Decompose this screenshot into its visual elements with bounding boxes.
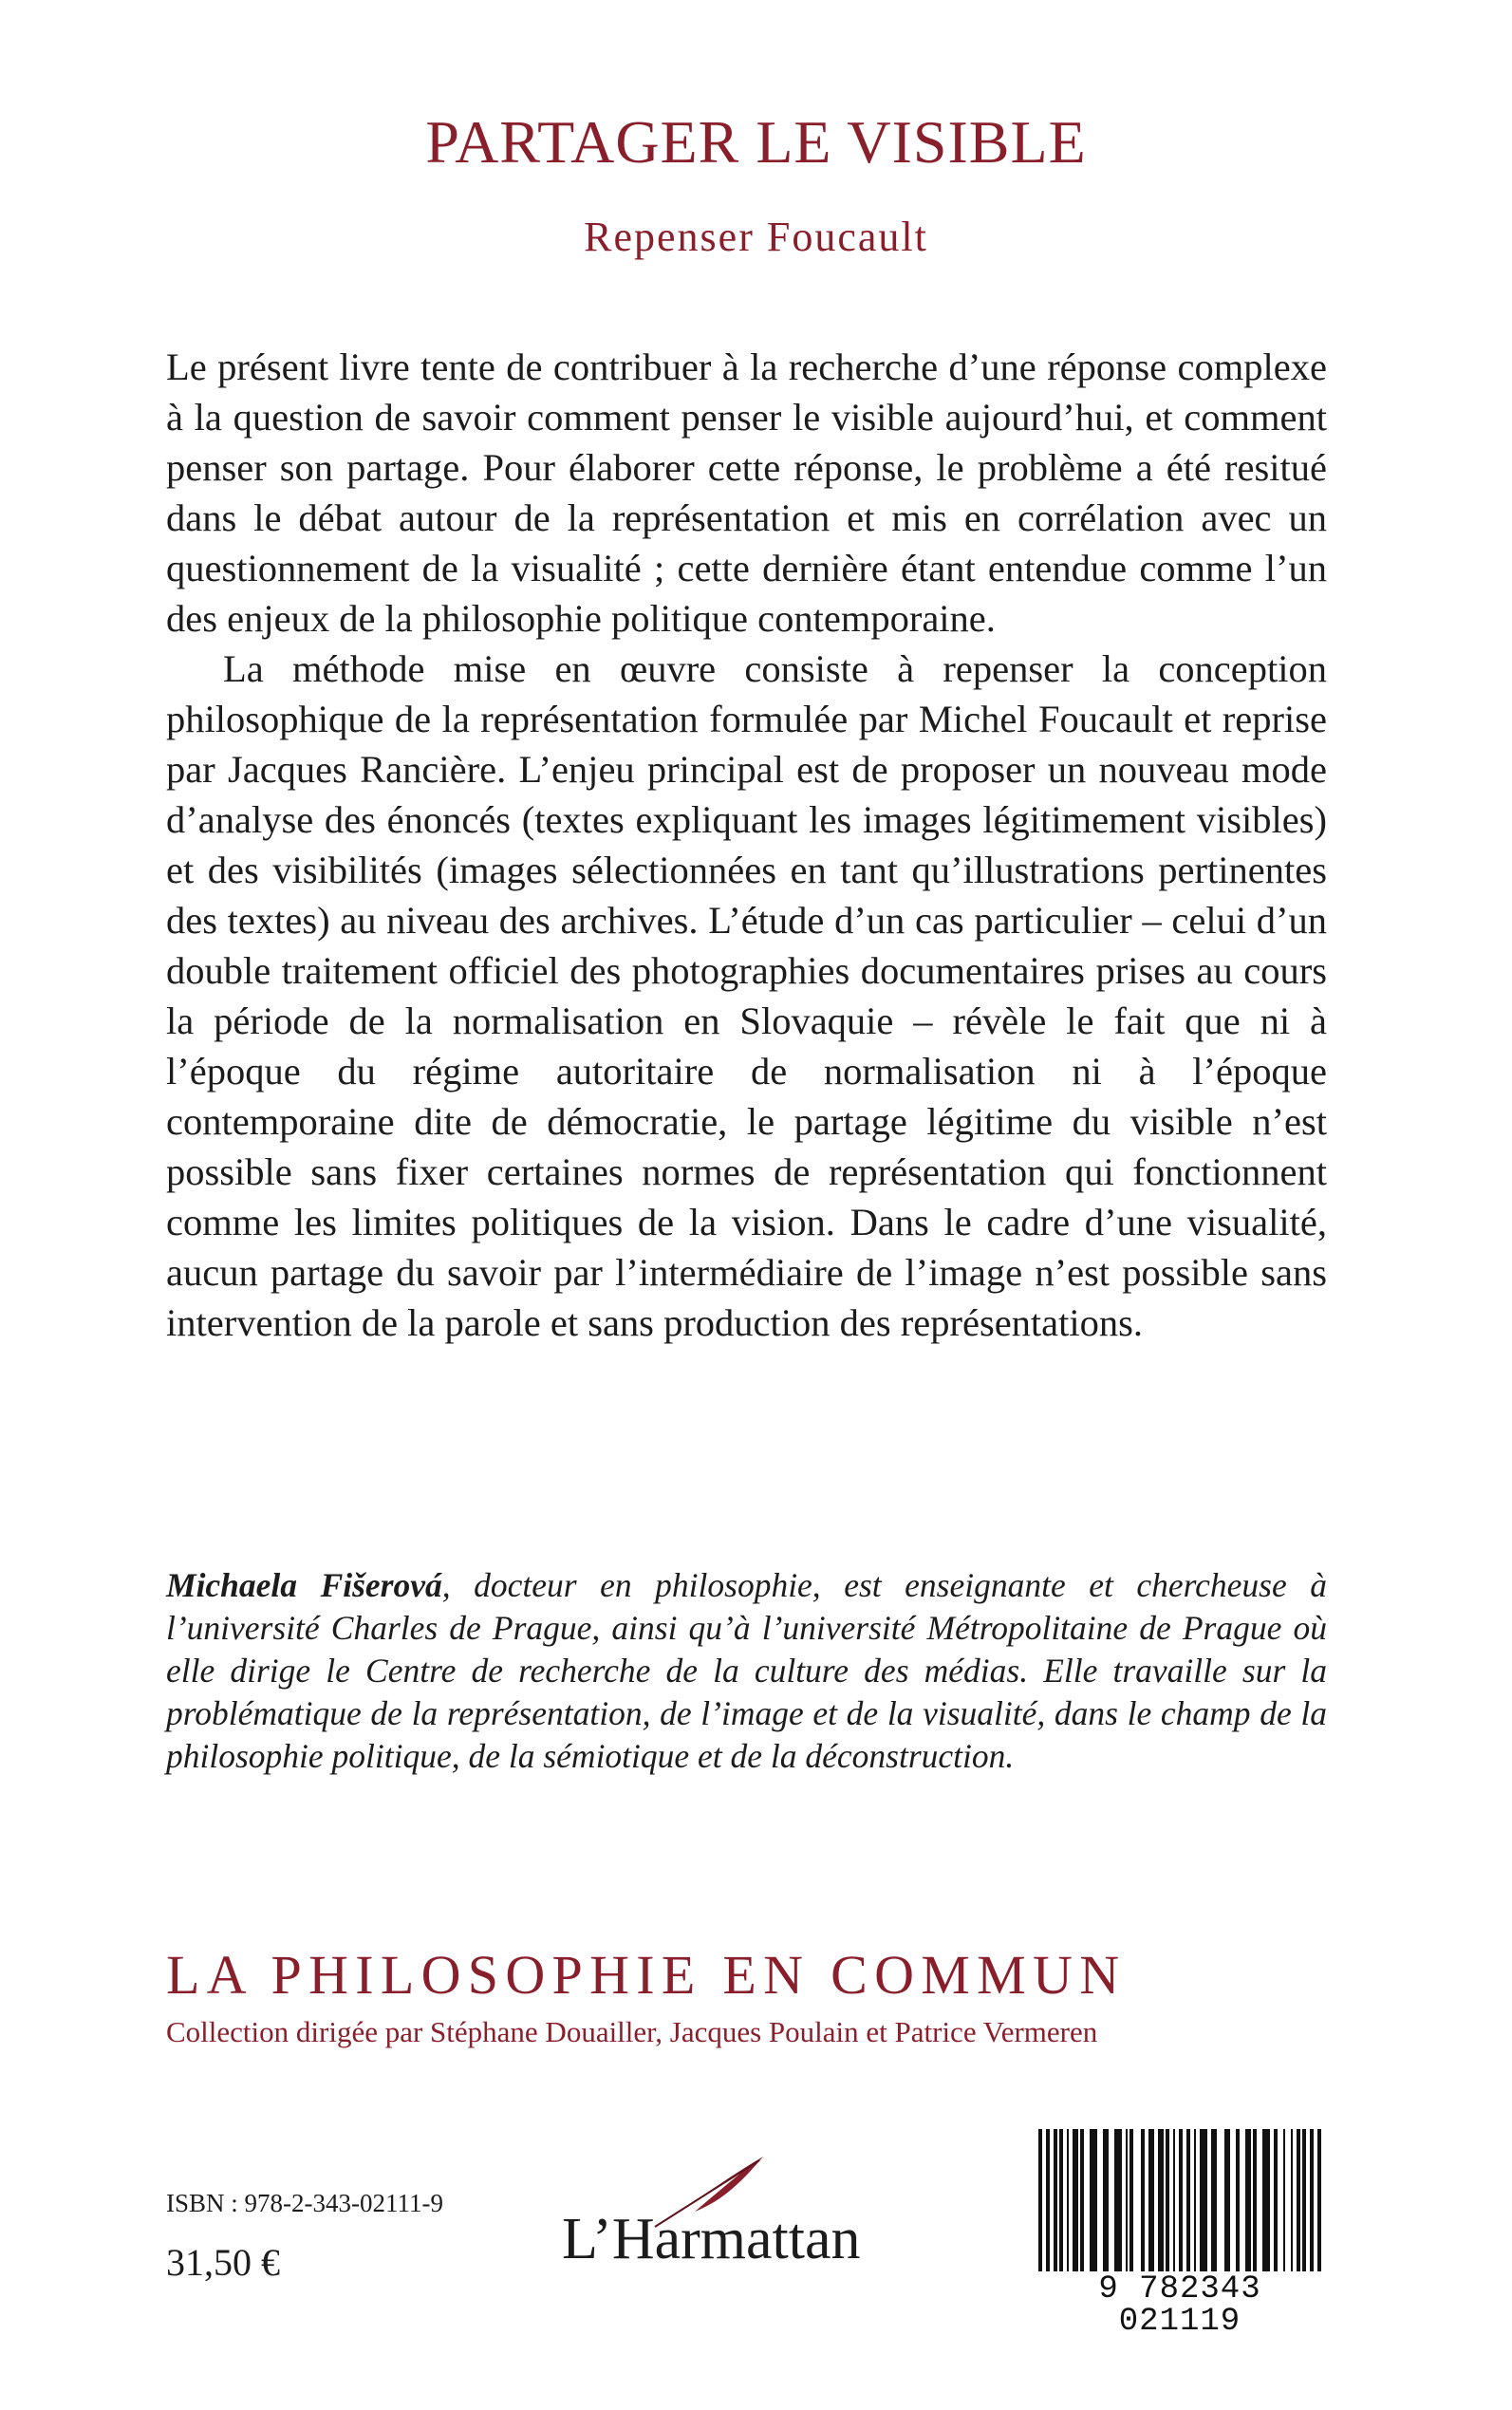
book-title: PARTAGER LE VISIBLE [425,108,1087,176]
series-editors: Collection dirigée par Stéphane Douailler, Jacques Poulain et Patrice Vermeren [166,2015,1098,2048]
barcode-bar [1080,2129,1084,2271]
barcode-bar [1166,2129,1169,2271]
barcode-bar [1073,2129,1078,2271]
barcode-bar [1114,2129,1122,2271]
description-paragraph-2: La méthode mise en œuvre consiste à repenser la conception philosophique de la représentation formulée par Michel Foucault et reprise par Jacques Rancière. L’enjeu principal est de proposer un nouveau mode d’analyse des énoncés (textes expliquant les images légitimement visibles) et des visibilités (images sélectionnées en tant qu’illustrations pertinentes des textes) au niveau des archives. L’étude d’un cas particulier – celui d’un double traitement officiel des photographies documentaires prises au cours la période de la normalisation en Slovaquie – révèle le fait que ni à l’époque du régime autoritaire de normalisation ni à l’époque contemporaine dite de démocratie, le partage légitime du visible n’est possible sans fixer certaines normes de représentation qui fonctionnent comme les limites politiques de la vision. Dans le cadre d’une visualité, aucun partage du savoir par l’intermédiaire de l’image n’est possible sans intervention de la parole et sans production des représentations. [166,647,1327,1344]
barcode-bar [1283,2129,1285,2271]
author-name: Michaela Fišerová [166,1566,442,1604]
barcode-bar [1297,2129,1300,2271]
barcode-bar [1211,2129,1217,2271]
series-name: LA PHILOSOPHIE EN COMMUN [166,1944,1127,2006]
barcode-bar [1236,2129,1240,2271]
barcode-bar [1054,2129,1057,2271]
publisher-logo [562,2153,942,2295]
barcode-digits: 9 782343 021119 [1035,2273,1325,2338]
back-cover-description [166,342,1327,1348]
barcode-bar [1148,2129,1154,2271]
barcode-bar [1262,2129,1270,2271]
barcode-bar [1179,2129,1183,2271]
barcode-bar [1245,2129,1251,2271]
publisher-name: L’Harmattan [562,2207,861,2271]
barcode-bar [1291,2129,1293,2271]
barcode-bar [1200,2129,1207,2271]
book-subtitle: Repenser Foucault [584,214,928,260]
barcode-bar [1103,2129,1109,2271]
barcode-bar [1224,2129,1230,2271]
barcode-bar [1158,2129,1164,2271]
barcode-bar [1090,2129,1097,2271]
isbn: ISBN : 978-2-343-02111-9 [166,2189,443,2217]
barcode-bar [1126,2129,1128,2271]
description-paragraph-1: Le présent livre tente de contribuer à la recherche d’une réponse complexe à la question de savoir comment penser le visible aujourd’hui, et comment penser son partage. Pour élaborer cette réponse, le problème a été resitué dans le débat autour de la représentation et mis en corrélation avec un questionnement de la visualité ; cette dernière étant entendue comme l’un des enjeux de la philosophie politique contemporaine. [166,346,1327,640]
barcode-bar [1310,2129,1314,2271]
barcode-bar [1067,2129,1069,2271]
barcode-bar [1141,2129,1145,2271]
barcode-bar [1059,2129,1063,2271]
price: 31,50 € [166,2241,280,2284]
barcode-bar [1173,2129,1175,2271]
barcode [1027,2121,1331,2340]
barcode-bar [1194,2129,1196,2271]
barcode-bar [1317,2129,1321,2271]
barcode-bar [1038,2129,1042,2271]
barcode-bar [1274,2129,1278,2271]
barcode-bar [1046,2129,1050,2271]
barcode-bar [1302,2129,1306,2271]
author-bio-text: , docteur en philosophie, est enseignante et chercheuse à l’université Charles de Prague, ainsi qu’à l’université Métropolitaine de Prague où elle dirige le Centre de recherche de la culture des médias. Elle travaille sur la problématique de la représentation, de l’image et de la visualité, dans le champ de la philosophie politique, de la sémiotique et de la déconstruction. [166,1566,1328,1775]
barcode-icon [1035,2129,1325,2273]
author-bio [166,1564,1327,1778]
barcode-bar [1253,2129,1257,2271]
barcode-bar [1186,2129,1190,2271]
barcode-bar [1129,2129,1133,2271]
